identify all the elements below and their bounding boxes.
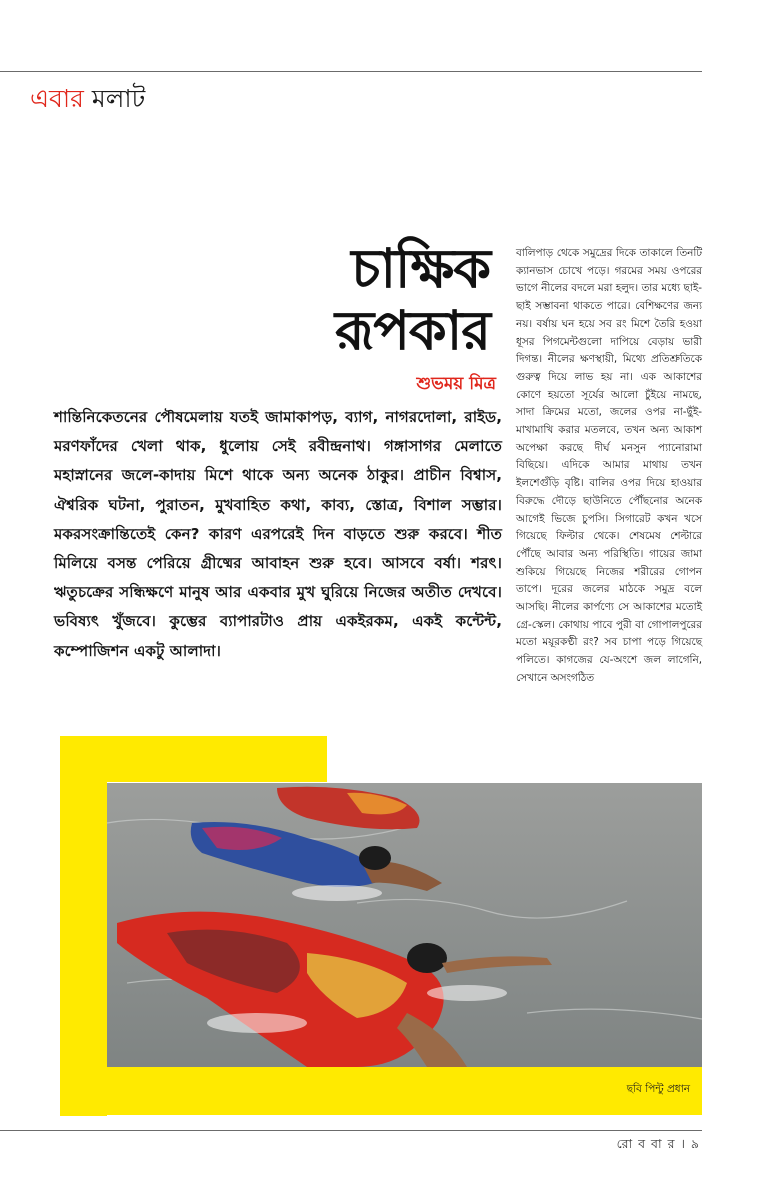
title-line-1: চাক্ষিক: [351, 237, 490, 300]
lead-paragraph: [54, 403, 502, 666]
section-name: মলাট: [91, 84, 146, 113]
photo-illustration: [107, 783, 702, 1067]
side-column: [516, 245, 702, 688]
page-footer: রো ব বা র । ৯: [616, 1136, 700, 1151]
cover-photo: [107, 783, 702, 1067]
footer-rule: [0, 1130, 702, 1131]
photo-credit: ছবি পিন্টু প্রধান: [626, 1083, 690, 1095]
yellow-block-bottom: [60, 1067, 702, 1115]
section-highlight: এবার: [30, 84, 84, 113]
header-rule: [0, 71, 702, 72]
lead-text: শান্তিনিকেতনের পৌষমেলায় যতই জামাকাপড়, ব্যাগ, নাগরদোলা, রাইড, মরণফাঁদের খেলা থাক, ধুলোয় সেই রবীন্দ্রনাথ। গঙ্গাসাগর মেলাতে মহাস্নানের জলে-কাদায় মিশে থাকে অন্য অনেক ঠাকুর। প্রাচীন বিশ্বাস, ঐশ্বরিক ঘটনা, পুরাতন, মুখবাহিত কথা, কাব্য, স্তোত্র, বিশাল সম্ভার। মকরসংক্রান্তিতেই কেন? কারণ এরপরেই দিন বাড়তে শুরু করবে। শীত মিলিয়ে বসন্ত পেরিয়ে গ্রীষ্মের আবাহন শুরু হবে। আসবে বর্ষা। শরৎ। ঋতুচক্রের সন্ধিক্ষণে মানুষ আর একবার মুখ ঘুরিয়ে নিজের অতীত দেখবে। ভবিষ্যৎ খুঁজবে। কুম্ভের ব্যাপারটাও প্রায় একইরকম, একই কন্টেন্ট, কম্পোজিশন একটু আলাদা।: [54, 408, 502, 660]
side-column-text: বালিপাড় থেকে সমুদ্রের দিকে তাকালে তিনটি ক্যানভাস চোখে পড়ে। গরমের সময় ওপরের ভাগে নীলের বদলে মরা হলুদ। তার মধ্যে ছাই-ছাই সম্ভাবনা থাকতে পারে। বেশিক্ষণের জন্য নয়। বর্ষায় ঘন হয়ে সব রং মিশে তৈরি হওয়া ধূসর পিগমেন্টগুলো দাপিয়ে বেড়ায় ভারী দিগন্ত। নীলের ক্ষণস্থায়ী, মিথ্যে প্রতিশ্রুতিকে গুরুত্ব দিয়ে লাভ হয় না। এক আকাশের কোণে হয়তো সূর্যের আলো চুঁইয়ে নামছে, সাদা ক্রিমের মতো, জলের ওপর না-ছুঁই-মাখামাখি করার মতলবে, তখন অন্য আকাশ অপেক্ষা করছে দীর্ঘ মনসুন প্যানোরামা বিছিয়ে। এদিকে আমার মাথায় তখন ইলশেগুঁড়ি বৃষ্টি। বালির ওপর দিয়ে হাওয়ার বিরুদ্ধে দৌড়ে ছাউনিতে পৌঁছনোর অনেক আগেই ভিজে চুপসি। সিগারেট কখন খসে গিয়েছে ফিল্টার থেকে। শেষমেষ শেল্টারে পৌঁছে আবার অন্য পরিস্থিতি। গায়ের জামা শুকিয়ে গিয়েছে নিজের শরীরের গোপন তাপে। দূরের জলের মাঠকে সমুদ্র বলে আসছি। নীলের কার্পণ্যে সে আকাশের মতোই গ্রে-স্কেল। কোথায় পাবে পুরী বা গোপালপুরের মতো ময়ূরকণ্ঠী রং? সব চাপা পড়ে গিয়েছে পলিতে। কাগজের যে-অংশে জল লাগেনি, সেখানে অসংগঠিত: [516, 247, 702, 684]
byline: শুভময় মিত্র: [416, 374, 496, 394]
title-line-2: রূপকার: [334, 299, 490, 362]
section-label: [30, 82, 145, 116]
yellow-block-left: [60, 736, 107, 1116]
article-title: [335, 238, 490, 362]
